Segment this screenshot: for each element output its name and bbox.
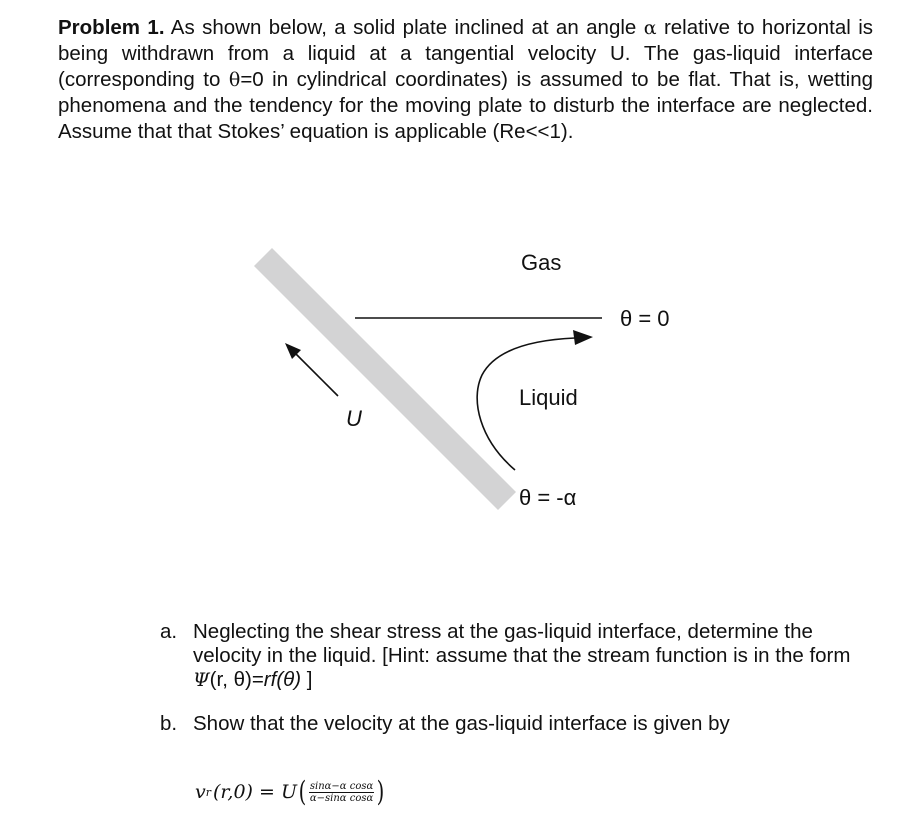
problem-text-1: As shown below, a solid plate inclined at an angle bbox=[164, 16, 644, 39]
part-a-args: (r, θ)= bbox=[209, 668, 264, 691]
solid-plate bbox=[254, 248, 516, 510]
part-a-text: Neglecting the shear stress at the gas-liquid interface, determine the velocity in the liquid. [Hint: assume that the stream function is in the form bbox=[193, 620, 851, 667]
equation-denominator: α−sinα cosα bbox=[309, 792, 374, 804]
equation-fraction bbox=[309, 781, 374, 804]
alpha-symbol: α bbox=[643, 17, 657, 39]
part-a bbox=[160, 620, 875, 692]
theta-zero-label: θ = 0 bbox=[620, 306, 670, 331]
psi-symbol: Ψ bbox=[193, 669, 210, 691]
streamline-arrow-head bbox=[573, 330, 593, 345]
part-b bbox=[160, 712, 875, 736]
equation-args: (r,0) = U bbox=[213, 781, 297, 803]
equation-right-paren: ) bbox=[376, 775, 385, 808]
velocity-equation bbox=[195, 775, 386, 808]
part-b-letter: b. bbox=[160, 712, 178, 735]
equation-left-paren: ( bbox=[298, 775, 307, 808]
equation-numerator: sinα−α cosα bbox=[309, 780, 374, 792]
gas-label: Gas bbox=[521, 250, 562, 275]
problem-text-3: =0 in cylindrical coordinates) is assumed to be flat. That is, wetting phenomena and the tendency for the moving plate to disturb the interface are neglected. Assume that that Stokes’ equation is applicable (Re<<1). bbox=[58, 68, 874, 143]
problem-text-2: relative to horizontal is being withdrawn from a liquid at a tangential velocity U. The gas-liquid interface (corresponding to bbox=[58, 16, 874, 91]
equation-subscript: r bbox=[205, 785, 211, 799]
part-a-close: ] bbox=[301, 668, 313, 691]
velocity-arrow bbox=[291, 349, 338, 396]
liquid-label: Liquid bbox=[519, 385, 578, 410]
equation-lhs: v bbox=[195, 781, 206, 803]
part-a-letter: a. bbox=[160, 620, 178, 643]
problem-title: Problem 1. bbox=[58, 16, 165, 39]
question-parts bbox=[160, 620, 875, 736]
velocity-label: U bbox=[346, 406, 362, 431]
part-b-text: Show that the velocity at the gas-liquid interface is given by bbox=[193, 712, 730, 735]
theta-alpha-label: θ = -α bbox=[519, 485, 577, 510]
theta-symbol: θ bbox=[228, 69, 241, 91]
part-a-form: rf(θ) bbox=[263, 668, 302, 691]
